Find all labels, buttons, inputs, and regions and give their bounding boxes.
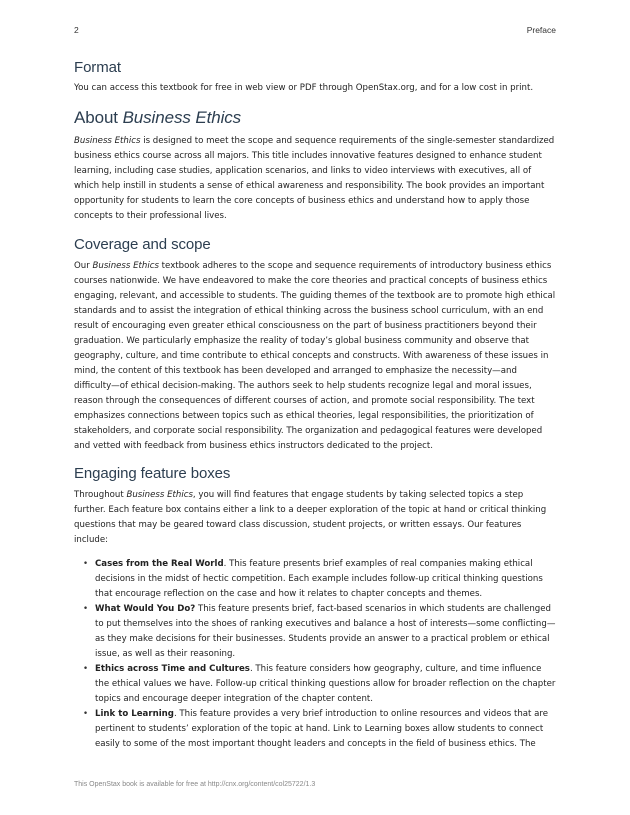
about-text-body: is designed to meet the scope and sequence requirements of the single-semester standardized business ethics course across all majors. This title includes innovative features designed to enhance student learning, including case studies, application scenarios, and links to video interviews with executives, all of which help instill in students a sense of ethical awareness and responsibility. The book provides an important opportunity for students to learn the core concepts of business ethics and understand how to apply those concepts to their professional lives. [74, 136, 555, 221]
about-text [74, 134, 556, 224]
about-text-title: Business Ethics [74, 136, 141, 146]
features-heading: Engaging feature boxes [74, 465, 231, 482]
feature-text: . This feature considers how geography, culture, and time influence the ethical values we have. Follow-up critical thinking questions allow for broader reflection on the chapter topics and encourage deeper integration of the chapter content. [95, 664, 556, 704]
format-text: You can access this textbook for free in web view or PDF through OpenStax.org, and for a low cost in print. [74, 83, 534, 93]
features-intro [74, 488, 556, 548]
feature-title: What Would You Do? [95, 604, 196, 614]
feature-list [74, 557, 556, 752]
about-heading [74, 107, 556, 129]
about-heading-title: Business Ethics [122, 108, 242, 127]
feature-item-cases [74, 557, 556, 602]
section-features [74, 464, 556, 752]
feature-text: This feature presents brief, fact-based scenarios in which students are challenged to put themselves into the shoes of ranking executives and balance a host of interests—some conflicting—as they make decisions for their businesses. Students provide an answer to a practical problem or ethical issue, as well as their reasoning. [95, 604, 556, 659]
features-intro-body: , you will find features that engage students by taking selected topics a step further. Each feature box contains either a link to a deeper exploration of the topic at hand or critical thinking questions that may be geared toward class discussion, student projects, or written essays. Our features include: [74, 490, 547, 545]
coverage-text [74, 259, 556, 454]
coverage-text-title: Business Ethics [92, 261, 159, 271]
format-heading: Format [74, 59, 121, 76]
feature-text: . This feature presents brief examples of real companies making ethical decisions in the midst of hectic competition. Each example includes follow-up critical thinking questions that encourage reflection on the case and how it relates to chapter concepts and themes. [95, 559, 543, 599]
section-coverage [74, 235, 556, 454]
page-footer: This OpenStax book is available for free at http://cnx.org/content/col25722/1.3 [74, 781, 316, 788]
page-number: 2 [74, 25, 79, 35]
feature-text: . This feature provides a very brief introduction to online resources and videos that are pertinent to students’ exploration of the topic at hand. Link to Learning boxes allow students to connect easily to some of the most important thought leaders and concepts in the field of business ethics. The [95, 709, 549, 749]
feature-title: Ethics across Time and Cultures [95, 664, 250, 674]
features-intro-title: Business Ethics [126, 490, 193, 500]
coverage-heading: Coverage and scope [74, 236, 211, 253]
feature-item-link-to-learning [74, 707, 556, 752]
section-about [74, 107, 556, 224]
feature-title: Link to Learning [95, 709, 174, 719]
page-header [74, 25, 556, 37]
coverage-text-body: textbook adheres to the scope and sequence requirements of introductory business ethics courses nationwide. We have endeavored to make the core theories and practical concepts of business ethics engaging, relevant, and accessible to students. The guiding themes of the textbook are to promote high ethical standards and to assist the integration of ethical thinking across the business school curriculum, with an end result of encouraging even greater ethical consciousness on the part of business practitioners beyond their graduation. We particularly emphasize the reality of today’s global business community and observe that geography, culture, and time contribute to ethical concepts and constructs. With awareness of these issues in mind, the content of this textbook has been developed and arranged to emphasize the necessity—and difficulty—of ethical decision-making. The authors seek to help students recognize legal and moral issues, reason through the consequences of different courses of action, and promote social responsibility. The text emphasizes connections between topics such as ethical theories, legal responsibilities, the prioritization of stakeholders, and corporate social responsibility. The organization and pedagogical features were developed and vetted with feedback from business ethics instructors dedicated to the project. [74, 261, 556, 451]
feature-item-ethics-across-time [74, 662, 556, 707]
running-head: Preface [526, 25, 556, 35]
page-content [74, 58, 556, 752]
feature-title: Cases from the Real World [95, 559, 224, 569]
feature-item-what-would-you-do [74, 602, 556, 662]
section-format [74, 58, 556, 96]
features-intro-lead: Throughout [74, 490, 127, 500]
coverage-text-lead: Our [74, 261, 93, 271]
about-heading-prefix: About [74, 108, 123, 127]
